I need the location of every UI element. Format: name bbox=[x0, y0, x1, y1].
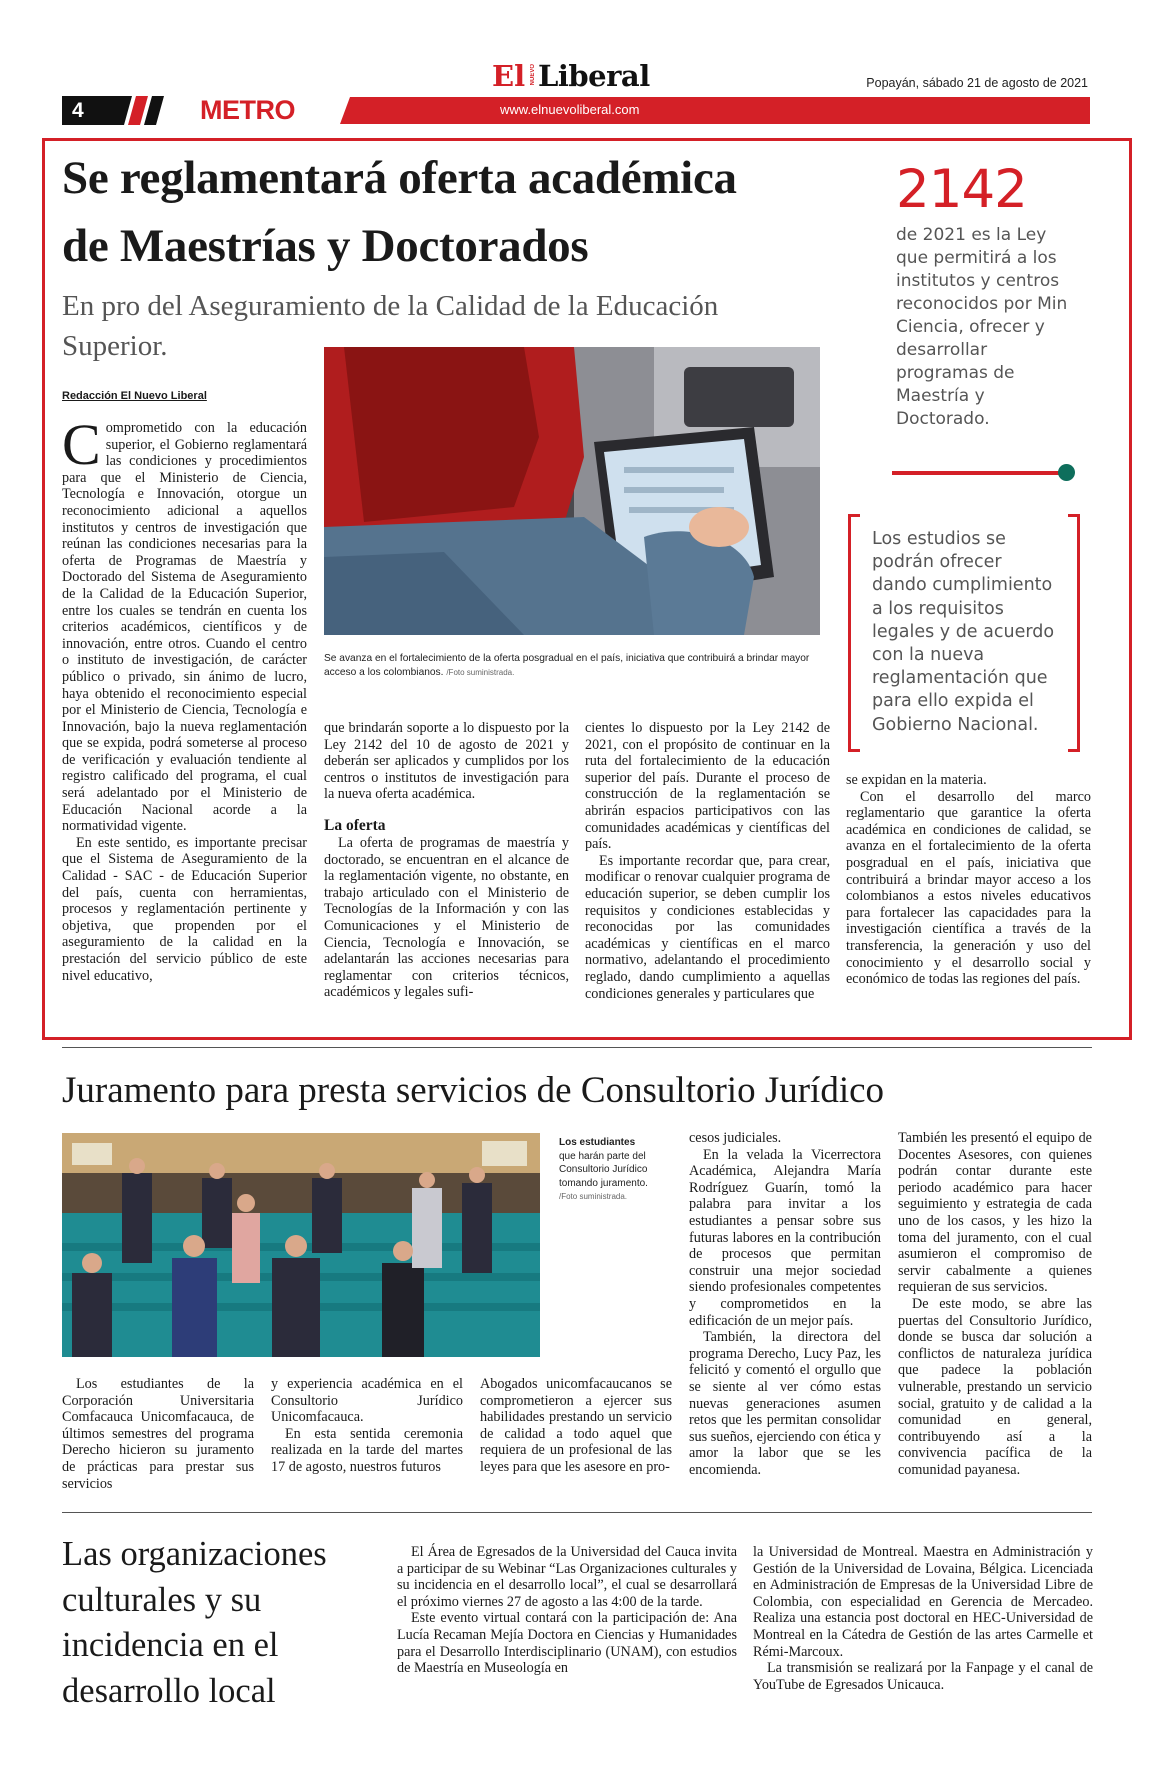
article1-column2 bbox=[324, 720, 569, 1001]
article2-photo-caption bbox=[559, 1136, 659, 1204]
paragraph: Es importante recordar que, para crear, modificar o renovar cualquier programa de educación superior, se deben cumplir los requisitos y condiciones establecidas y reconocidas por las comunidades académicas y científicas en el marco normativo, adelantando el procedimiento reglado, dando cumplimiento a aquellas condiciones generales y particulares que bbox=[585, 852, 830, 1002]
page-header bbox=[0, 0, 1157, 128]
header-stripes bbox=[118, 96, 178, 125]
photo-student-laptop bbox=[324, 347, 820, 635]
stat-text: de 2021 es la Ley que permitirá a los institutos y centros reconocidos por Min Ciencia, ofrecer y desarrollar programas de Maestría y Doctorado. bbox=[896, 225, 1068, 429]
article2-column2 bbox=[271, 1376, 463, 1476]
logo-liberal: Liberal bbox=[538, 59, 650, 93]
caption-bold: Los estudiantes bbox=[559, 1137, 636, 1148]
masthead-logo bbox=[492, 60, 662, 94]
article-subtitle-line1: En pro del Aseguramiento de la Calidad de la Educación bbox=[62, 290, 719, 322]
paragraph bbox=[62, 412, 307, 835]
paragraph: cesos judiciales. bbox=[689, 1130, 782, 1146]
article-title-line2: de Maestrías y Doctorados bbox=[62, 220, 589, 272]
section-divider bbox=[62, 1512, 1092, 1513]
paragraph: De este modo, se abre las puertas del Consultorio Jurídico, donde se busca dar solución a conflictos de naturaleza jurídica que padece la población vulnerable, prestando un servicio social, gratuito y de calidad a la comunidad en general, contribuyendo así a la convivencia pacífica de la comunidad payanesa. bbox=[898, 1295, 1092, 1478]
drop-cap: C bbox=[62, 412, 101, 477]
paragraph: que brindarán soporte a lo dispuesto por la Ley 2142 del 10 de agosto de 2021 y deberán ser aplicados y cumplidos por los centros o institutos de investigación para la nueva oferta académica. bbox=[324, 720, 569, 803]
subheading: La oferta bbox=[324, 816, 386, 834]
header-red-bar bbox=[340, 97, 1090, 124]
paragraph: El Área de Egresados de la Universidad del Cauca invita a participar de su Webinar “Las Organizaciones culturales y su incidencia en el desarrollo local”, el cual se desarrollará el próximo viernes 27 de agosto a las 4:00 de la tarde. bbox=[397, 1544, 737, 1610]
paragraph: También, la directora del programa Derecho, Lucy Paz, les felicitó y comentó el orgullo que se siente al ver cómo estas nuevas generaciones asumen retos que les permitan consolidar sus sueños, ejerciendo con ética y amor la labor que se les encomienda. bbox=[689, 1329, 881, 1478]
stat-underline bbox=[892, 471, 1060, 475]
section-divider bbox=[62, 1047, 1092, 1048]
photo-caption bbox=[324, 652, 824, 679]
article3-column1 bbox=[397, 1544, 737, 1677]
paragraph: En este sentido, es importante precisar que el Sistema de Aseguramiento de la Calidad - SAC - de Educación Superior del país, cuenta con herramientas, procesos y reglamentación pertinente y objetiva, que propenden por el aseguramiento de la calidad en la prestación del servicio público de este nivel educativo, bbox=[62, 834, 307, 984]
paragraph: se expidan en la materia. bbox=[846, 772, 987, 788]
article2-column1 bbox=[62, 1376, 254, 1492]
article2-column3 bbox=[480, 1376, 672, 1476]
article2-title: Juramento para presta servicios de Consultorio Jurídico bbox=[62, 1070, 885, 1111]
website-url: www.elnuevoliberal.com bbox=[500, 102, 640, 117]
paragraph: la Universidad de Montreal. Maestra en Administración y Gestión de la Universidad de Lovaina, Bélgica. Licenciada en Administración de Empresas de la Universidad Libre de Colombia, con especialidad en Gerencia de Mercadeo. Realiza una estancia post doctoral en HEC-Universidad de Montreal en la Cátedra de Gestión de las artes Carmelle et Rémi-Marcoux. bbox=[753, 1544, 1093, 1660]
section-title: METRO bbox=[200, 95, 295, 125]
quote-bracket-right bbox=[1068, 514, 1080, 752]
byline: Redacción El Nuevo Liberal bbox=[62, 390, 207, 402]
stat-number: 2142 bbox=[896, 159, 1027, 220]
article2-column5 bbox=[898, 1130, 1092, 1478]
dateline: Popayán, sábado 21 de agosto de 2021 bbox=[866, 76, 1088, 90]
photo-credit: /Foto suministrada. bbox=[559, 1192, 628, 1201]
caption-text: Se avanza en el fortalecimiento de la oferta posgradual en el país, iniciativa que contribuirá a brindar mayor acceso a los colombianos. bbox=[324, 653, 810, 678]
paragraph: y experiencia académica en el Consultorio Jurídico Unicomfacauca. bbox=[271, 1376, 463, 1426]
paragraph: La transmisión se realizará por la Fanpage y el canal de YouTube de Egresados Unicauca. bbox=[753, 1660, 1093, 1693]
title-line: Las organizaciones bbox=[62, 1535, 327, 1573]
article-title-line1: Se reglamentará oferta académica bbox=[62, 152, 737, 204]
paragraph: Con el desarrollo del marco reglamentario que garantice la oferta académica en condiciones de calidad, se avanza en el fortalecimiento de la oferta posgradual en el país, iniciativa que contribuirá a brindar mayor acceso a los colombianos a estos niveles educativos para fortalecer las capacidades para la investigación científica a través de la transferencia, la generación y uso del conocimiento y el desarrollo social y económico de todas las regiones del país. bbox=[846, 788, 1091, 988]
article1-column4 bbox=[846, 772, 1091, 988]
stat-dot bbox=[1058, 464, 1075, 481]
paragraph: En esta sentida ceremonia realizada en la tarde del martes 17 de agosto, nuestros futuros bbox=[271, 1425, 463, 1475]
paragraph: cientes lo dispuesto por la Ley 2142 de 2021, con el propósito de continuar en la ruta del fortalecimiento de la educación superior del país. Durante el proceso de construcción de la reglamentación se abrirán espacios participativos con las comunidades académicas y científicas del país. bbox=[585, 720, 830, 853]
article1-column1 bbox=[62, 412, 307, 984]
title-line: incidencia en el bbox=[62, 1626, 279, 1664]
pull-quote: Los estudios se podrán ofrecer dando cumplimiento a los requisitos legales y de acuerdo con la nueva reglamentación que para ello expida el Gobierno Nacional. bbox=[872, 529, 1055, 735]
logo-nuevo: NUEVO bbox=[530, 64, 536, 86]
title-line: desarrollo local bbox=[62, 1671, 276, 1710]
paragraph: Los estudiantes de la Corporación Universitaria Comfacauca Unicomfacauca, de últimos semestres del programa Derecho hicieron su juramento de prácticas para prestar sus servicios bbox=[62, 1376, 254, 1492]
caption-text: que harán parte del Consultorio Jurídico tomando juramento. bbox=[559, 1150, 648, 1189]
photo-ceremony-group bbox=[62, 1133, 540, 1357]
page-number: 4 bbox=[72, 99, 84, 122]
paragraph-text: omprometido con la educación superior, el Gobierno reglamentará las condiciones y procedimientos para que el Ministerio de Ciencia, Tecnología e Innovación, otorgue un reconocimiento adicional a aquellos institutos y centros de investigación que reúnan las condiciones necesarias para la oferta de Programas de Maestría y Doctorado del Sistema de Aseguramiento de la Calidad de la Educación Superior, entre los cuales se tendrán en cuenta los criterios académicos, científicos y de innovación, entre otros. Cuando el centro o instituto de investigación, de carácter público o privado, sin ánimo de lucro, haya obtenido el reconocimiento especial por el Ministerio de Ciencia, Tecnología e Innovación, bajo la nueva reglamentación que se expida, podrá someterse al proceso de verificación y evaluación tendiente al registro calificado del programa, el cual será adelantado por el Ministerio de Educación Nacional acorde a la normatividad vigente. bbox=[62, 420, 307, 835]
article2-column4 bbox=[689, 1130, 881, 1478]
page-number-box bbox=[62, 96, 122, 125]
article1-column3 bbox=[585, 720, 830, 1002]
logo-el: El bbox=[492, 59, 526, 93]
paragraph: La oferta de programas de maestría y doctorado, se encuentran en el alcance de la reglamentación vigente, no obstante, en trabajo articulado con el Ministerio de Tecnologías de la Información y con las Comunicaciones y el Ministerio de Ciencia, Tecnología e Innovación, se adelantarán las acciones necesarias para reglamentar con criterios técnicos, académicos y legales sufi- bbox=[324, 834, 569, 1001]
article3-column2 bbox=[753, 1544, 1093, 1693]
photo-credit: /Foto suministrada. bbox=[446, 667, 515, 677]
article-subtitle-line2: Superior. bbox=[62, 330, 168, 362]
paragraph: También les presentó el equipo de Docentes Asesores, con quienes podrán contar durante este periodo académico para hacer seguimiento y estrategia de cada uno de los casos, y les hizo la toma del juramento, con el cual asumieron el compromiso de servir cabalmente a quienes requieran de sus servicios. bbox=[898, 1130, 1092, 1296]
quote-bracket-left bbox=[848, 514, 860, 752]
paragraph: En la velada la Vicerrectora Académica, Alejandra María Rodríguez Guarín, tomó la palabra para invitar a los estudiantes a pensar sobre sus futuras labores en la contribución de procesos que permitan construir una mejor sociedad siendo profesionales competentes y comprometidos en la edificación de un mejor país. bbox=[689, 1146, 881, 1329]
title-line: culturales y su bbox=[62, 1580, 262, 1619]
paragraph: Este evento virtual contará con la participación de: Ana Lucía Recaman Mejía Doctora en Ciencias y Humanidades para el Desarrollo Interdisciplinario (UNAM), con estudios de Maestría en Museología en bbox=[397, 1610, 737, 1677]
paragraph: Abogados unicomfacaucanos se comprometieron a ejercer sus habilidades prestando un servicio de calidad a todo aquel que requiera de un profesional de las leyes para que les asesore en pro- bbox=[480, 1376, 672, 1475]
article3-title bbox=[62, 1532, 327, 1714]
